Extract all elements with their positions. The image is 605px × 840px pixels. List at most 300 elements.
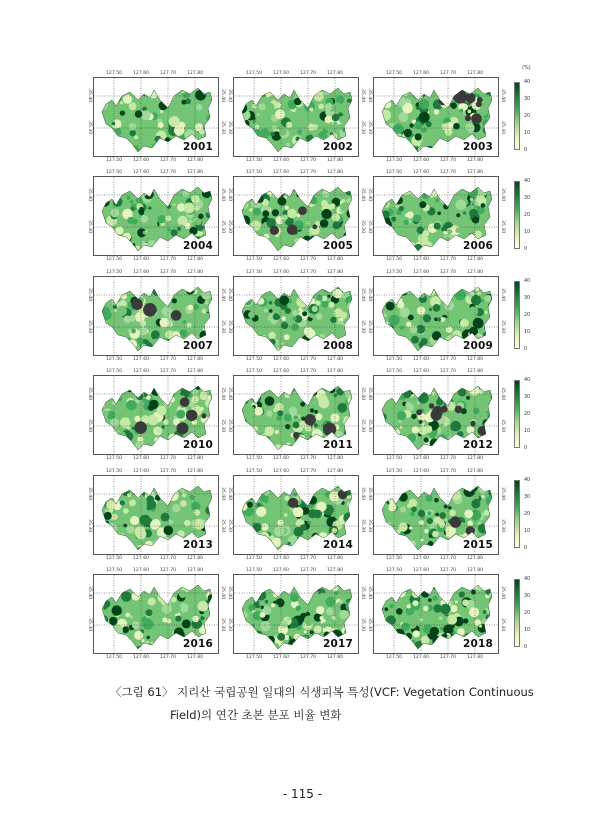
year-label: 2012: [462, 439, 493, 451]
longitude-tick-label: 127.50: [106, 71, 123, 76]
longitude-tick-label: 127.60: [413, 456, 430, 461]
longitude-tick-label: 127.60: [273, 655, 290, 660]
longitude-tick-label: 127.60: [133, 71, 150, 76]
latitude-tick-label: 35.40: [360, 586, 365, 600]
longitude-tick-label: 127.80: [187, 556, 204, 561]
longitude-tick-label: 127.80: [327, 655, 344, 660]
longitude-tick-label: 127.50: [386, 456, 403, 461]
longitude-tick-label: 127.80: [467, 469, 484, 474]
longitude-tick-label: 127.50: [386, 170, 403, 175]
map-frame: [233, 276, 359, 356]
colorbar-tick-label: 20: [524, 114, 531, 119]
longitude-tick-label: 127.50: [246, 568, 263, 573]
latitude-tick-label: 35.40: [367, 586, 372, 600]
colorbar-tick-label: 40: [524, 80, 531, 85]
vcf-map-panel: [227, 270, 365, 362]
colorbar: [514, 80, 531, 153]
vcf-map-panel: [227, 170, 365, 262]
longitude-tick-label: 127.60: [133, 469, 150, 474]
latitude-tick-label: 35.30: [367, 419, 372, 433]
longitude-tick-label: 127.80: [327, 357, 344, 362]
longitude-tick-label: 127.60: [413, 357, 430, 362]
colorbar-tick-label: 40: [524, 577, 531, 582]
longitude-tick-label: 127.70: [160, 568, 177, 573]
latitude-tick-label: 35.30: [220, 121, 225, 135]
longitude-tick-label: 127.60: [133, 556, 150, 561]
colorbar: [514, 179, 531, 252]
colorbar-tick-label: 30: [524, 395, 531, 400]
longitude-tick-label: 127.50: [106, 158, 123, 163]
longitude-tick-label: 127.80: [187, 456, 204, 461]
colorbar-gradient: [514, 380, 520, 448]
latitude-tick-label: 35.40: [87, 288, 92, 302]
map-frame: [93, 276, 219, 356]
latitude-tick-label: 35.30: [360, 519, 365, 533]
latitude-tick-label: 35.40: [360, 387, 365, 401]
latitude-tick-label: 35.30: [227, 220, 232, 234]
longitude-tick-label: 127.80: [327, 257, 344, 262]
longitude-tick-label: 127.50: [246, 357, 263, 362]
map-frame: [93, 574, 219, 654]
latitude-tick-label: 35.30: [360, 220, 365, 234]
longitude-tick-label: 127.70: [440, 369, 457, 374]
longitude-tick-label: 127.70: [300, 270, 317, 275]
latitude-tick-label: 35.30: [87, 320, 92, 334]
longitude-tick-label: 127.50: [246, 170, 263, 175]
year-label: 2011: [322, 439, 353, 451]
longitude-tick-label: 127.70: [440, 357, 457, 362]
map-frame: [373, 375, 499, 455]
latitude-tick-label: 35.30: [220, 320, 225, 334]
latitude-tick-label: 35.40: [360, 487, 365, 501]
map-frame: [93, 475, 219, 555]
colorbar-tick-label: 20: [524, 412, 531, 417]
latitude-tick-label: 35.40: [227, 586, 232, 600]
year-label: 2003: [462, 141, 493, 153]
longitude-tick-label: 127.70: [300, 456, 317, 461]
latitude-tick-label: 35.30: [500, 519, 505, 533]
latitude-tick-label: 35.40: [367, 188, 372, 202]
longitude-tick-label: 127.50: [246, 456, 263, 461]
latitude-tick-label: 35.30: [500, 419, 505, 433]
colorbar-tick-label: 40: [524, 478, 531, 483]
colorbar-gradient: [514, 82, 520, 150]
latitude-tick-label: 35.30: [367, 121, 372, 135]
vcf-map-panel: [367, 469, 505, 561]
longitude-tick-label: 127.50: [106, 257, 123, 262]
latitude-tick-label: 35.40: [500, 487, 505, 501]
longitude-tick-label: 127.50: [246, 369, 263, 374]
colorbar-tick-label: 0: [524, 645, 528, 650]
map-frame: [373, 475, 499, 555]
longitude-tick-label: 127.80: [327, 170, 344, 175]
latitude-tick-label: 35.40: [500, 89, 505, 103]
longitude-tick-label: 127.70: [440, 655, 457, 660]
longitude-tick-label: 127.60: [413, 369, 430, 374]
longitude-tick-label: 127.70: [300, 257, 317, 262]
latitude-tick-label: 35.30: [367, 320, 372, 334]
year-label: 2007: [182, 340, 213, 352]
longitude-tick-label: 127.70: [160, 369, 177, 374]
year-label: 2018: [462, 638, 493, 650]
vcf-map-panel: [87, 568, 225, 660]
year-label: 2014: [322, 539, 353, 551]
longitude-tick-label: 127.70: [160, 469, 177, 474]
longitude-tick-label: 127.70: [300, 655, 317, 660]
longitude-tick-label: 127.50: [246, 71, 263, 76]
longitude-tick-label: 127.50: [106, 369, 123, 374]
latitude-tick-label: 35.40: [360, 89, 365, 103]
map-frame: [93, 176, 219, 256]
latitude-tick-label: 35.40: [367, 89, 372, 103]
latitude-tick-label: 35.40: [220, 89, 225, 103]
vcf-map-panel: [367, 568, 505, 660]
longitude-tick-label: 127.50: [386, 556, 403, 561]
latitude-tick-label: 35.40: [220, 188, 225, 202]
longitude-tick-label: 127.70: [440, 170, 457, 175]
vcf-map-panel: [227, 469, 365, 561]
year-label: 2009: [462, 340, 493, 352]
map-frame: [233, 176, 359, 256]
colorbar-tick-label: 30: [524, 296, 531, 301]
longitude-tick-label: 127.70: [300, 568, 317, 573]
longitude-tick-label: 127.70: [440, 270, 457, 275]
longitude-tick-label: 127.70: [300, 357, 317, 362]
vcf-map-panel: [227, 71, 365, 163]
colorbar: [514, 279, 531, 352]
longitude-tick-label: 127.80: [327, 369, 344, 374]
longitude-tick-label: 127.80: [187, 257, 204, 262]
latitude-tick-label: 35.40: [360, 288, 365, 302]
longitude-tick-label: 127.80: [187, 469, 204, 474]
colorbar-tick-label: 0: [524, 546, 528, 551]
longitude-tick-label: 127.60: [133, 170, 150, 175]
longitude-tick-label: 127.80: [467, 257, 484, 262]
longitude-tick-label: 127.80: [327, 158, 344, 163]
year-label: 2017: [322, 638, 353, 650]
longitude-tick-label: 127.50: [246, 556, 263, 561]
latitude-tick-label: 35.30: [367, 220, 372, 234]
longitude-tick-label: 127.70: [160, 270, 177, 275]
latitude-tick-label: 35.40: [227, 89, 232, 103]
longitude-tick-label: 127.80: [467, 568, 484, 573]
longitude-tick-label: 127.80: [187, 270, 204, 275]
year-label: 2004: [182, 240, 213, 252]
latitude-tick-label: 35.40: [227, 288, 232, 302]
map-frame: [373, 574, 499, 654]
longitude-tick-label: 127.50: [386, 257, 403, 262]
colorbar-gradient: [514, 480, 520, 548]
vcf-map-panel: [367, 369, 505, 461]
longitude-tick-label: 127.60: [273, 568, 290, 573]
latitude-tick-label: 35.30: [87, 519, 92, 533]
map-frame: [373, 176, 499, 256]
map-frame: [233, 475, 359, 555]
longitude-tick-label: 127.60: [273, 357, 290, 362]
vcf-map-panel: [87, 71, 225, 163]
vcf-map-panel: [367, 270, 505, 362]
longitude-tick-label: 127.60: [133, 369, 150, 374]
longitude-tick-label: 127.50: [106, 170, 123, 175]
latitude-tick-label: 35.40: [500, 387, 505, 401]
longitude-tick-label: 127.60: [273, 369, 290, 374]
latitude-tick-label: 35.40: [227, 188, 232, 202]
longitude-tick-label: 127.60: [133, 270, 150, 275]
colorbar-tick-label: 10: [524, 230, 531, 235]
latitude-tick-label: 35.30: [87, 121, 92, 135]
longitude-tick-label: 127.50: [246, 655, 263, 660]
latitude-tick-label: 35.30: [360, 618, 365, 632]
latitude-tick-label: 35.30: [87, 419, 92, 433]
colorbar: [514, 378, 531, 451]
latitude-tick-label: 35.40: [367, 487, 372, 501]
longitude-tick-label: 127.60: [273, 469, 290, 474]
latitude-tick-label: 35.30: [87, 220, 92, 234]
longitude-tick-label: 127.80: [327, 71, 344, 76]
vcf-map-panel: [367, 170, 505, 262]
longitude-tick-label: 127.70: [300, 158, 317, 163]
year-label: 2015: [462, 539, 493, 551]
figure-caption-line2: Field)의 연간 초본 분포 비율 변화: [170, 708, 342, 722]
longitude-tick-label: 127.80: [187, 568, 204, 573]
colorbar-tick-label: 10: [524, 628, 531, 633]
colorbar-tick-label: 20: [524, 611, 531, 616]
latitude-tick-label: 35.40: [500, 586, 505, 600]
latitude-tick-label: 35.40: [367, 288, 372, 302]
longitude-tick-label: 127.50: [386, 270, 403, 275]
longitude-tick-label: 127.50: [386, 357, 403, 362]
colorbar-tick-label: 0: [524, 148, 528, 153]
longitude-tick-label: 127.60: [273, 71, 290, 76]
colorbar-tick-label: 10: [524, 330, 531, 335]
latitude-tick-label: 35.30: [367, 519, 372, 533]
latitude-tick-label: 35.40: [367, 387, 372, 401]
colorbar-tick-label: 30: [524, 594, 531, 599]
longitude-tick-label: 127.70: [440, 456, 457, 461]
colorbar-tick-label: 0: [524, 247, 528, 252]
latitude-tick-label: 35.40: [87, 188, 92, 202]
map-frame: [93, 77, 219, 157]
vcf-map-panel: [87, 369, 225, 461]
colorbar-tick-label: 40: [524, 378, 531, 383]
latitude-tick-label: 35.30: [500, 320, 505, 334]
longitude-tick-label: 127.80: [467, 456, 484, 461]
longitude-tick-label: 127.50: [106, 456, 123, 461]
longitude-tick-label: 127.70: [160, 655, 177, 660]
longitude-tick-label: 127.60: [133, 357, 150, 362]
longitude-tick-label: 127.80: [467, 170, 484, 175]
longitude-tick-label: 127.50: [246, 257, 263, 262]
map-frame: [233, 77, 359, 157]
longitude-tick-label: 127.80: [467, 369, 484, 374]
latitude-tick-label: 35.40: [227, 387, 232, 401]
longitude-tick-label: 127.60: [273, 170, 290, 175]
year-label: 2016: [182, 638, 213, 650]
longitude-tick-label: 127.70: [300, 369, 317, 374]
colorbar-unit-label: (%): [522, 65, 531, 71]
page-number: - 115 -: [282, 787, 323, 801]
colorbar-tick-label: 40: [524, 279, 531, 284]
longitude-tick-label: 127.70: [160, 556, 177, 561]
longitude-tick-label: 127.80: [467, 357, 484, 362]
vcf-map-panel: [87, 469, 225, 561]
latitude-tick-label: 35.30: [227, 419, 232, 433]
longitude-tick-label: 127.80: [327, 556, 344, 561]
latitude-tick-label: 35.40: [87, 89, 92, 103]
longitude-tick-label: 127.70: [440, 71, 457, 76]
longitude-tick-label: 127.50: [106, 469, 123, 474]
colorbar-tick-label: 20: [524, 512, 531, 517]
latitude-tick-label: 35.40: [500, 188, 505, 202]
latitude-tick-label: 35.40: [220, 387, 225, 401]
longitude-tick-label: 127.60: [413, 556, 430, 561]
colorbar-tick-label: 20: [524, 213, 531, 218]
latitude-tick-label: 35.40: [87, 586, 92, 600]
colorbar-tick-label: 20: [524, 313, 531, 318]
vcf-map-panel: [227, 369, 365, 461]
longitude-tick-label: 127.80: [187, 71, 204, 76]
latitude-tick-label: 35.30: [360, 419, 365, 433]
longitude-tick-label: 127.70: [440, 257, 457, 262]
colorbar-tick-label: 40: [524, 179, 531, 184]
longitude-tick-label: 127.50: [246, 270, 263, 275]
latitude-tick-label: 35.30: [220, 419, 225, 433]
longitude-tick-label: 127.70: [300, 556, 317, 561]
longitude-tick-label: 127.70: [440, 469, 457, 474]
latitude-tick-label: 35.40: [87, 387, 92, 401]
longitude-tick-label: 127.60: [413, 71, 430, 76]
longitude-tick-label: 127.60: [273, 556, 290, 561]
longitude-tick-label: 127.70: [440, 568, 457, 573]
colorbar-tick-label: 30: [524, 495, 531, 500]
colorbar-tick-label: 10: [524, 529, 531, 534]
colorbar-tick-label: 30: [524, 97, 531, 102]
latitude-tick-label: 35.30: [500, 121, 505, 135]
year-label: 2010: [182, 439, 213, 451]
longitude-tick-label: 127.50: [106, 568, 123, 573]
latitude-tick-label: 35.40: [220, 487, 225, 501]
latitude-tick-label: 35.30: [227, 618, 232, 632]
longitude-tick-label: 127.80: [187, 170, 204, 175]
colorbar: [514, 478, 531, 551]
longitude-tick-label: 127.60: [273, 158, 290, 163]
longitude-tick-label: 127.80: [467, 71, 484, 76]
latitude-tick-label: 35.30: [500, 618, 505, 632]
longitude-tick-label: 127.80: [187, 655, 204, 660]
latitude-tick-label: 35.40: [220, 586, 225, 600]
longitude-tick-label: 127.60: [133, 456, 150, 461]
longitude-tick-label: 127.70: [160, 257, 177, 262]
longitude-tick-label: 127.60: [273, 257, 290, 262]
longitude-tick-label: 127.60: [413, 158, 430, 163]
longitude-tick-label: 127.80: [467, 655, 484, 660]
year-label: 2013: [182, 539, 213, 551]
map-frame: [93, 375, 219, 455]
vcf-map-panel: [87, 270, 225, 362]
longitude-tick-label: 127.60: [413, 170, 430, 175]
colorbar-tick-label: 0: [524, 347, 528, 352]
colorbar-tick-label: 0: [524, 446, 528, 451]
longitude-tick-label: 127.50: [246, 158, 263, 163]
longitude-tick-label: 127.80: [467, 556, 484, 561]
longitude-tick-label: 127.50: [106, 556, 123, 561]
longitude-tick-label: 127.50: [386, 469, 403, 474]
figure-caption-line1: 〈그림 61〉 지리산 국립공원 일대의 식생피복 특성(VCF: Vegetation Continuous: [110, 685, 534, 699]
vcf-map-panel: [367, 71, 505, 163]
longitude-tick-label: 127.80: [327, 456, 344, 461]
longitude-tick-label: 127.50: [386, 568, 403, 573]
longitude-tick-label: 127.50: [386, 71, 403, 76]
latitude-tick-label: 35.30: [367, 618, 372, 632]
latitude-tick-label: 35.30: [500, 220, 505, 234]
longitude-tick-label: 127.70: [160, 71, 177, 76]
latitude-tick-label: 35.40: [87, 487, 92, 501]
longitude-tick-label: 127.80: [187, 369, 204, 374]
longitude-tick-label: 127.70: [440, 556, 457, 561]
longitude-tick-label: 127.60: [413, 469, 430, 474]
longitude-tick-label: 127.50: [246, 469, 263, 474]
latitude-tick-label: 35.30: [87, 618, 92, 632]
longitude-tick-label: 127.60: [413, 568, 430, 573]
colorbar-tick-label: 30: [524, 196, 531, 201]
longitude-tick-label: 127.50: [386, 158, 403, 163]
longitude-tick-label: 127.70: [300, 170, 317, 175]
latitude-tick-label: 35.30: [360, 121, 365, 135]
year-label: 2002: [322, 141, 353, 153]
year-label: 2001: [182, 141, 213, 153]
longitude-tick-label: 127.60: [413, 655, 430, 660]
longitude-tick-label: 127.80: [327, 469, 344, 474]
longitude-tick-label: 127.60: [133, 568, 150, 573]
colorbar-gradient: [514, 281, 520, 349]
longitude-tick-label: 127.60: [133, 257, 150, 262]
longitude-tick-label: 127.60: [133, 158, 150, 163]
longitude-tick-label: 127.70: [160, 158, 177, 163]
longitude-tick-label: 127.70: [160, 357, 177, 362]
longitude-tick-label: 127.50: [106, 655, 123, 660]
longitude-tick-label: 127.80: [467, 270, 484, 275]
map-frame: [373, 276, 499, 356]
latitude-tick-label: 35.30: [220, 519, 225, 533]
longitude-tick-label: 127.50: [106, 357, 123, 362]
year-label: 2006: [462, 240, 493, 252]
latitude-tick-label: 35.30: [220, 220, 225, 234]
colorbar-tick-label: 10: [524, 131, 531, 136]
vcf-map-panel: [87, 170, 225, 262]
longitude-tick-label: 127.60: [413, 270, 430, 275]
longitude-tick-label: 127.60: [133, 655, 150, 660]
latitude-tick-label: 35.30: [227, 320, 232, 334]
latitude-tick-label: 35.30: [220, 618, 225, 632]
longitude-tick-label: 127.70: [300, 469, 317, 474]
latitude-tick-label: 35.30: [227, 121, 232, 135]
longitude-tick-label: 127.80: [467, 158, 484, 163]
longitude-tick-label: 127.60: [273, 270, 290, 275]
latitude-tick-label: 35.40: [220, 288, 225, 302]
latitude-tick-label: 35.30: [360, 320, 365, 334]
vcf-map-panel: [227, 568, 365, 660]
map-frame: [233, 574, 359, 654]
longitude-tick-label: 127.70: [300, 71, 317, 76]
longitude-tick-label: 127.70: [160, 456, 177, 461]
year-label: 2008: [322, 340, 353, 352]
map-frame: [373, 77, 499, 157]
latitude-tick-label: 35.40: [227, 487, 232, 501]
latitude-tick-label: 35.40: [500, 288, 505, 302]
longitude-tick-label: 127.80: [327, 568, 344, 573]
colorbar: [514, 577, 531, 650]
latitude-tick-label: 35.40: [360, 188, 365, 202]
